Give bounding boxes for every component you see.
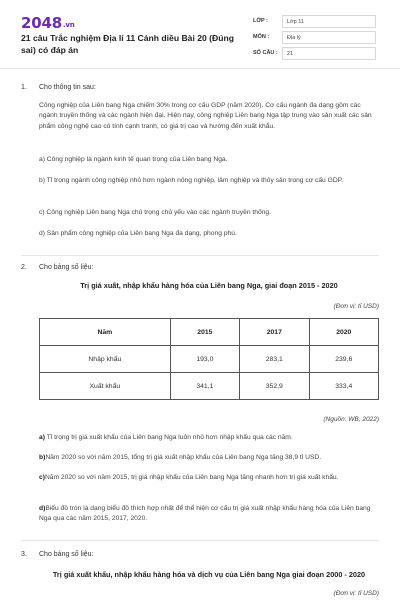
page-title: 21 câu Trắc nghiệm Địa lí 11 Cánh diều Bài 20 (Đúng sai) có đáp án — [21, 33, 234, 55]
logo-text: 2048 — [21, 14, 62, 32]
question-1-passage: Công nghiệp của Liên bang Nga chiếm 30% trong cơ cấu GDP (năm 2020). Cơ cấu ngành đa dạng gồm các ngành truyền thống và các ngành hiện đại. Hiện nay, công nghiệp Liên bang Nga tập trung vào sản xuất các sản phẩm công nghệ cao có tính cạnh tranh, có giá trị cao và hướng đến xuất khẩu. — [39, 102, 372, 130]
meta-key: MÔN : — [253, 34, 270, 40]
site-logo[interactable] — [21, 14, 75, 32]
question-2-option-b — [39, 453, 379, 463]
question-1-option-c: c) Công nghiệp Liên bang Nga chủ trọng chủ yếu vào các ngành truyền thống. — [39, 209, 271, 216]
table-title: Trị giá xuất khẩu, nhập khẩu hàng hóa và dịch vụ của Liên bang Nga giai đoạn 2000 - 2020 — [52, 570, 366, 579]
meta-row-class — [253, 15, 377, 31]
table-header-cell: 2015 — [170, 319, 239, 346]
option-label: d) — [39, 505, 46, 512]
table-cell: 352,9 — [240, 373, 309, 400]
table-source: (Nguồn: WB, 2022) — [323, 416, 379, 423]
table-header-cell: Năm — [40, 319, 171, 346]
option-label: c) — [39, 474, 45, 481]
table-cell: Nhập khẩu — [40, 346, 171, 373]
table-cell: 341,1 — [170, 373, 239, 400]
logo-suffix: .vn — [62, 21, 75, 29]
table-cell: Xuất khẩu — [40, 373, 171, 400]
option-text: Năm 2020 so với năm 2015, tổng trị giá xuất nhập khẩu của Liên bang Nga tăng 38,9 tỉ USD. — [45, 454, 322, 461]
option-text: Biểu đồ tròn là dạng biểu đồ thích hợp nhất để thể hiện cơ cấu trị giá xuất nhập khẩu hàng hóa của Liên bang Nga qua các năm 2015, 2017, 2020. — [39, 505, 371, 523]
question-3-number: 3. — [21, 551, 27, 558]
meta-key: SỐ CÂU : — [253, 50, 278, 56]
divider — [21, 255, 379, 256]
table-cell: 283,1 — [240, 346, 309, 373]
question-1-prompt: Cho thông tin sau: — [39, 84, 96, 91]
question-2-prompt: Cho bảng số liệu: — [39, 264, 94, 271]
question-2-option-d — [39, 504, 379, 525]
page-header — [0, 0, 400, 69]
data-table — [39, 318, 379, 400]
question-3-prompt: Cho bảng số liệu: — [39, 551, 94, 558]
meta-key: LỚP : — [253, 18, 268, 24]
table-header-cell: 2017 — [240, 319, 309, 346]
table-cell: 239,6 — [309, 346, 378, 373]
meta-value: Địa lý — [282, 31, 376, 44]
question-1-option-b: b) Tỉ trọng ngành công nghiệp nhỏ hơn ngành nông nghiệp, lâm nghiệp và thủy sản trong cơ cấu GDP. — [39, 177, 344, 184]
option-label: b) — [39, 454, 46, 461]
question-2-number: 2. — [21, 264, 27, 271]
table-unit: (Đơn vị: tỉ USD) — [333, 590, 379, 597]
table-header-row — [40, 319, 379, 346]
table-header-cell: 2020 — [309, 319, 378, 346]
option-text: Năm 2020 so với năm 2015, trị giá nhập khẩu của Liên bang Nga tăng nhanh hơn trị giá xuất khẩu. — [44, 474, 339, 481]
question-1-option-d: d) Sản phẩm công nghiệp của Liên bang Nga đa dạng, phong phú. — [39, 230, 237, 237]
table-cell: 333,4 — [309, 373, 378, 400]
question-2-option-c — [39, 473, 379, 483]
meta-info — [253, 15, 377, 63]
table-row — [40, 373, 379, 400]
meta-value: Lớp 11 — [282, 15, 376, 28]
table-row — [40, 346, 379, 373]
meta-row-subject — [253, 31, 377, 47]
meta-value: 21 — [282, 47, 376, 60]
meta-row-count — [253, 47, 377, 63]
question-1-option-a: a) Công nghiệp là ngành kinh tế quan trọng của Liên bang Nga. — [39, 156, 228, 163]
question-1-number: 1. — [21, 84, 27, 91]
table-title: Trị giá xuất, nhập khẩu hàng hóa của Liên bang Nga, giai đoạn 2015 - 2020 — [80, 281, 338, 290]
question-2-option-a — [39, 433, 379, 443]
table-cell: 193,0 — [170, 346, 239, 373]
option-text: Tỉ trọng trị giá xuất khẩu của Liên bang Nga luôn nhỏ hơn nhập khẩu qua các năm. — [44, 434, 293, 441]
option-label: a) — [39, 434, 45, 441]
divider — [21, 540, 379, 541]
table-unit: (Đơn vị: tỉ USD) — [333, 303, 379, 310]
